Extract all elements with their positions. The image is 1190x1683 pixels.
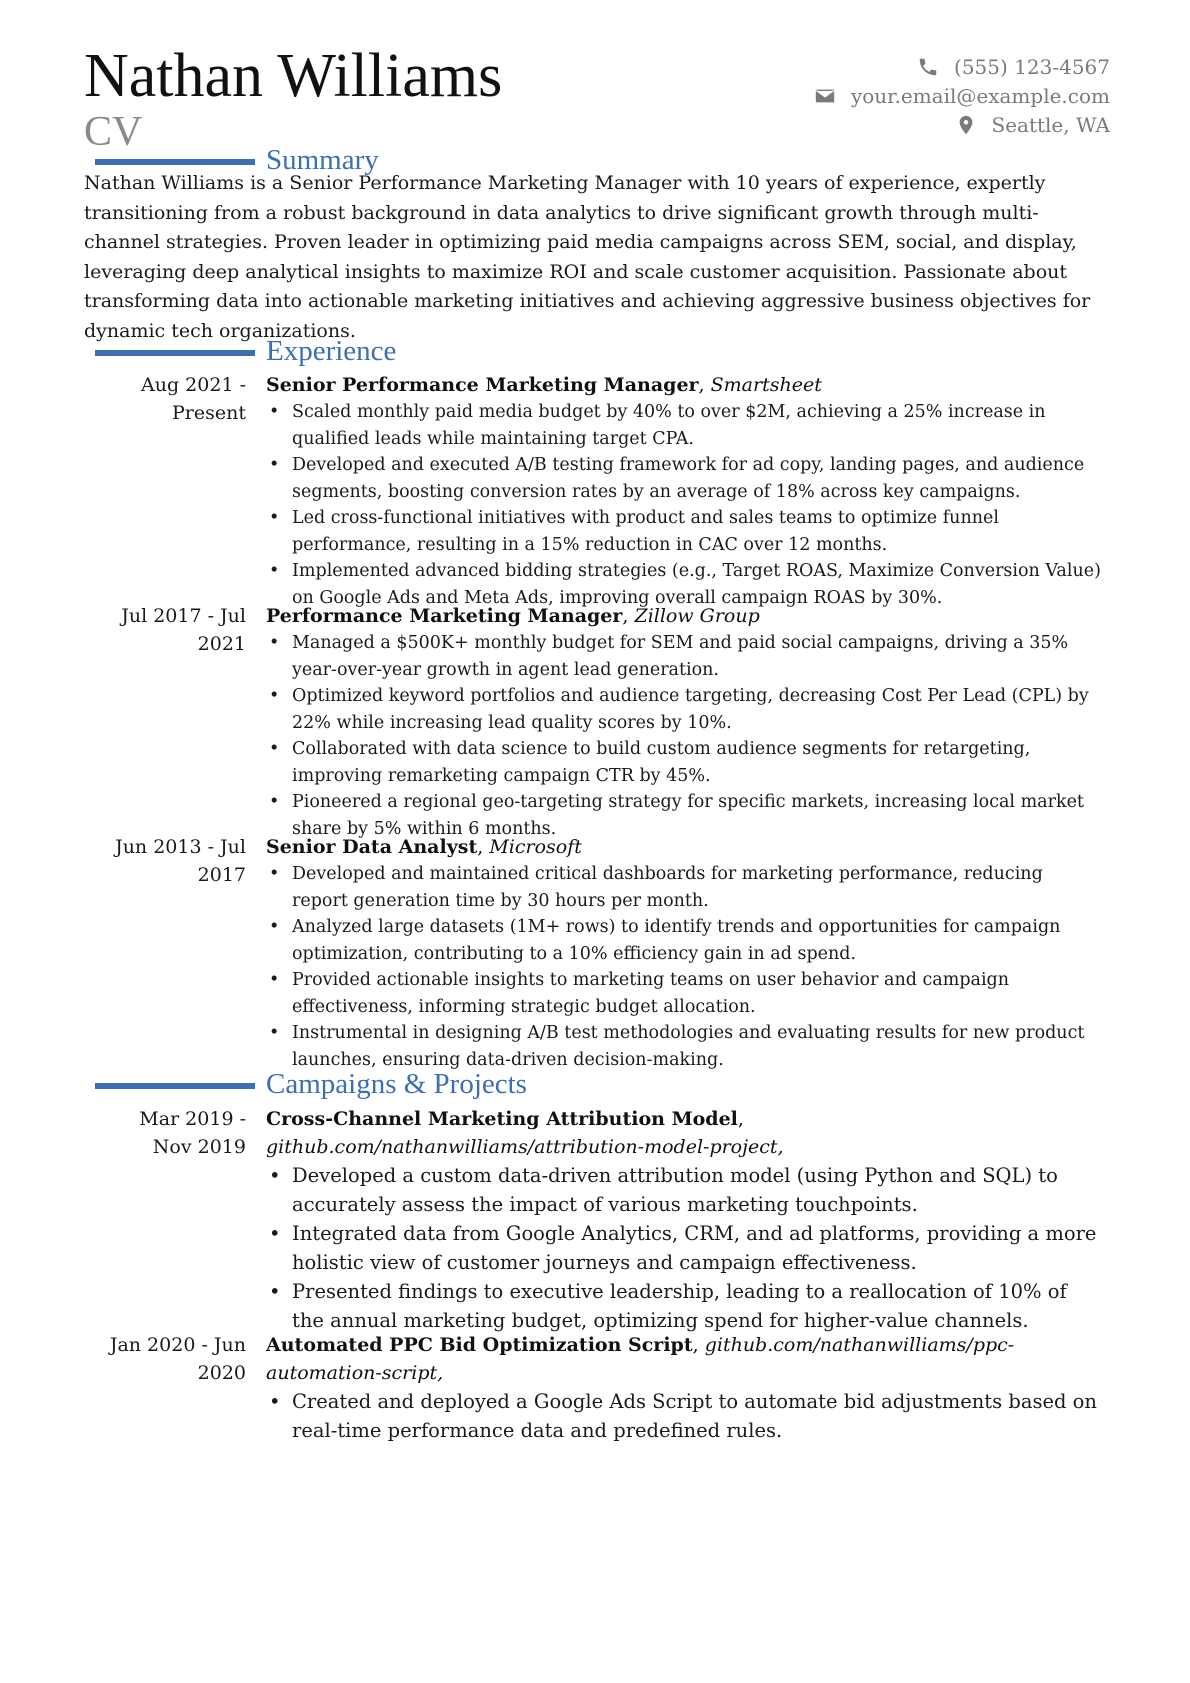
- entry-body: [266, 602, 1101, 842]
- entry-heading: [266, 1331, 1101, 1387]
- date-end: 2021: [197, 633, 246, 655]
- date-end: 2017: [197, 864, 246, 886]
- list-item: • Analyzed large datasets (1M+ rows) to identify trends and opportunities for campaign optimization, contributing to a 10% efficiency gain in ad spend.: [266, 914, 1101, 967]
- separator: ,: [622, 605, 635, 627]
- section-header: [0, 1068, 1190, 1104]
- list-item: • Developed a custom data-driven attribution model (using Python and SQL) to accurately assess the impact of various marketing touchpoints.: [266, 1161, 1101, 1219]
- contact-email[interactable]: [670, 81, 1110, 110]
- project-title: Cross-Channel Marketing Attribution Model: [266, 1108, 738, 1130]
- separator: ,: [698, 374, 711, 396]
- section-accent-bar: [95, 159, 255, 165]
- contact-location: [670, 110, 1110, 139]
- entry-heading: [266, 1105, 1101, 1161]
- phone-icon: [916, 56, 940, 78]
- separator: ,: [737, 1108, 744, 1130]
- experience-section: [0, 335, 1190, 371]
- entry-date: [84, 1331, 246, 1387]
- job-title: Senior Performance Marketing Manager: [266, 374, 699, 396]
- entry-body: [266, 371, 1101, 611]
- list-item: • Optimized keyword portfolios and audience targeting, decreasing Cost Per Lead (CPL) by 22% while increasing lead quality scores by 10%.: [266, 683, 1101, 736]
- company-name: Microsoft: [489, 836, 582, 858]
- list-item: • Scaled monthly paid media budget by 40% to over $2M, achieving a 25% increase in qualified leads while maintaining target CPA.: [266, 399, 1101, 452]
- phone-number: (555) 123-4567: [954, 54, 1110, 79]
- contact-info: [670, 52, 1110, 139]
- email-address: your.email@example.com: [850, 83, 1110, 108]
- section-title-experience: Experience: [266, 335, 397, 367]
- date-end: 2020: [197, 1362, 246, 1384]
- list-item: • Provided actionable insights to marketing teams on user behavior and campaign effectiveness, informing strategic budget allocation.: [266, 967, 1101, 1020]
- section-title-summary: Summary: [266, 144, 379, 176]
- date-start: Jul 2017 - Jul: [121, 605, 246, 627]
- job-title: Senior Data Analyst: [266, 836, 478, 858]
- list-item: • Developed and maintained critical dashboards for marketing performance, reducing report generation time by 30 hours per month.: [266, 861, 1101, 914]
- date-start: Aug 2021 -: [141, 374, 246, 396]
- section-accent-bar: [95, 1083, 255, 1089]
- entry-heading: [266, 371, 1101, 399]
- list-item: • Presented findings to executive leadership, leading to a reallocation of 10% of the annual marketing budget, optimizing spend for higher-value channels.: [266, 1277, 1101, 1335]
- summary-text: Nathan Williams is a Senior Performance Marketing Manager with 10 years of experience, expertly transitioning from a robust background in data analytics to drive significant growth through multi-channel strategies. Proven leader in optimizing paid media campaigns across SEM, social, and display, leveraging deep analytical insights to maximize ROI and scale customer acquisition. Passionate about transforming data into actionable marketing initiatives and achieving aggressive business objectives for dynamic tech organizations.: [84, 172, 1091, 342]
- document-subtitle: CV: [84, 109, 143, 155]
- entry-body: [266, 833, 1101, 1073]
- map-pin-icon: [954, 114, 978, 136]
- list-item: • Integrated data from Google Analytics, CRM, and ad platforms, providing a more holistic view of customer journeys and campaign effectiveness.: [266, 1219, 1101, 1277]
- project-link[interactable]: github.com/nathanwilliams/attribution-model-project,: [266, 1136, 784, 1158]
- achievement-list: [266, 1161, 1101, 1335]
- achievement-list: [266, 1387, 1101, 1445]
- envelope-icon: [813, 85, 837, 107]
- separator: ,: [477, 836, 490, 858]
- project-title: Automated PPC Bid Optimization Script: [266, 1334, 693, 1356]
- list-item: • Led cross-functional initiatives with product and sales teams to optimize funnel performance, resulting in a 15% reduction in CAC over 12 months.: [266, 505, 1101, 558]
- list-item: • Implemented advanced bidding strategies (e.g., Target ROAS, Maximize Conversion Value) on Google Ads and Meta Ads, improving overall campaign ROAS by 30%.: [266, 558, 1101, 611]
- date-start: Jun 2013 - Jul: [115, 836, 246, 858]
- achievement-list: [266, 399, 1101, 611]
- entry-date: [84, 602, 246, 658]
- list-item: • Pioneered a regional geo-targeting strategy for specific markets, increasing local market share by 5% within 6 months.: [266, 789, 1101, 842]
- achievement-list: [266, 630, 1101, 842]
- projects-section: [0, 1068, 1190, 1104]
- list-item: • Created and deployed a Google Ads Script to automate bid adjustments based on real-time performance data and predefined rules.: [266, 1387, 1101, 1445]
- list-item: • Instrumental in designing A/B test methodologies and evaluating results for new product launches, ensuring data-driven decision-making.: [266, 1020, 1101, 1073]
- date-end: Nov 2019: [152, 1136, 246, 1158]
- entry-date: [84, 833, 246, 889]
- entry-date: [84, 371, 246, 427]
- location: Seattle, WA: [991, 112, 1110, 137]
- project-link[interactable]: github.com/nathanwilliams/ppc-automation-script,: [266, 1334, 1015, 1384]
- company-name: Zillow Group: [634, 605, 760, 627]
- list-item: • Managed a $500K+ monthly budget for SEM and paid social campaigns, driving a 35% year-over-year growth in agent lead generation.: [266, 630, 1101, 683]
- entry-date: [84, 1105, 246, 1161]
- date-end: Present: [172, 402, 246, 424]
- company-name: Smartsheet: [710, 374, 822, 396]
- section-accent-bar: [95, 350, 255, 356]
- separator: ,: [692, 1334, 705, 1356]
- achievement-list: [266, 861, 1101, 1073]
- section-header: [0, 335, 1190, 371]
- job-title: Performance Marketing Manager: [266, 605, 623, 627]
- contact-phone[interactable]: [670, 52, 1110, 81]
- list-item: • Developed and executed A/B testing framework for ad copy, landing pages, and audience segments, boosting conversion rates by an average of 18% across key campaigns.: [266, 452, 1101, 505]
- entry-body: [266, 1331, 1101, 1445]
- entry-heading: [266, 833, 1101, 861]
- date-start: Mar 2019 -: [139, 1108, 246, 1130]
- entry-body: [266, 1105, 1101, 1335]
- list-item: • Collaborated with data science to build custom audience segments for retargeting, improving remarketing campaign CTR by 45%.: [266, 736, 1101, 789]
- summary-section: [0, 144, 1190, 342]
- section-title-projects: Campaigns & Projects: [266, 1068, 527, 1100]
- date-start: Jan 2020 - Jun: [109, 1334, 246, 1356]
- candidate-name: Nathan Williams: [84, 42, 503, 110]
- entry-heading: [266, 602, 1101, 630]
